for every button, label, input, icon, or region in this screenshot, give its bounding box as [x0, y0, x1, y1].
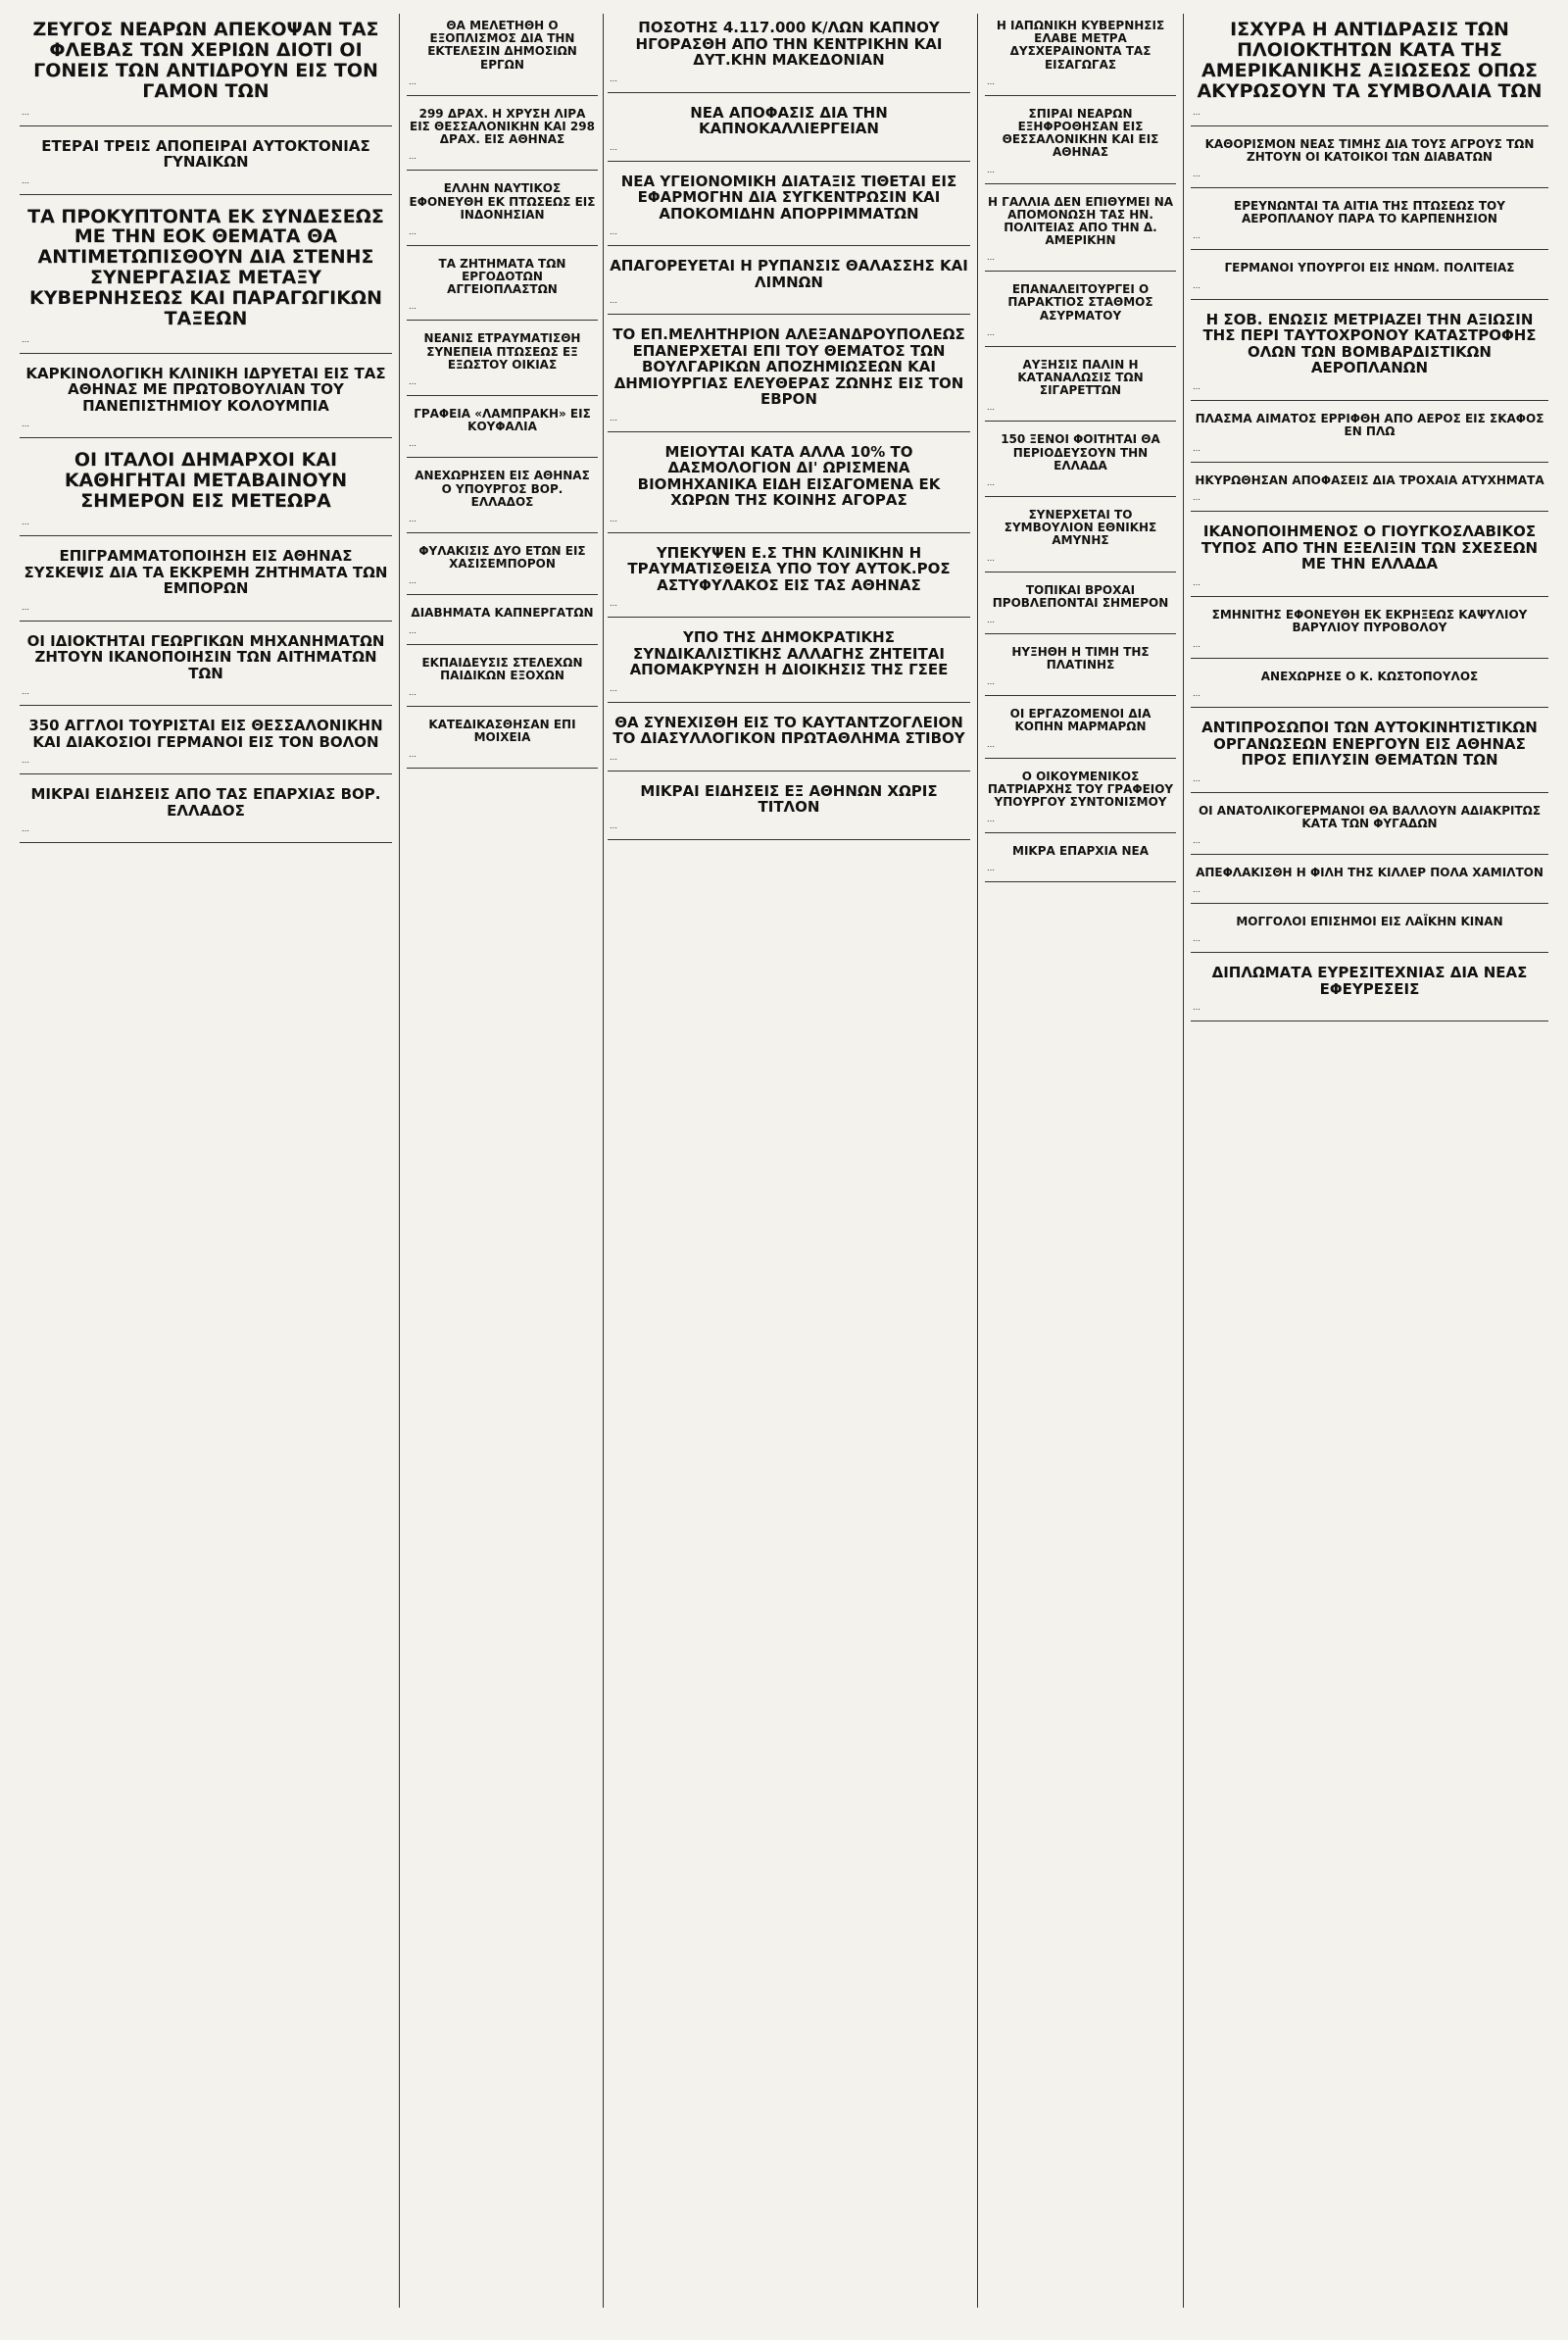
article-headline: ΤΟΠΙΚΑΙ ΒΡΟΧΑΙ ΠΡΟΒΛΕΠΟΝΤΑΙ ΣΗΜΕΡΟΝ — [992, 582, 1169, 610]
article — [20, 14, 392, 126]
article-body: … — [22, 175, 29, 185]
article — [407, 14, 598, 96]
article — [1191, 959, 1548, 1021]
article-headline: ΑΝΤΙΠΡΟΣΩΠΟΙ ΤΩΝ ΑΥΤΟΚΙΝΗΤΙΣΤΙΚΩΝ ΟΡΓΑΝΩΣΕΩΝ ΕΝΕΡΓΟΥΝ ΕΙΣ ΑΘΗΝΑΣ ΠΡΟΣ ΕΠΙΛΥΣΙΝ ΘΕΜΑΤΩΝ ΤΩΝ — [1201, 719, 1538, 770]
article-headline: ΣΜΗΝΙΤΗΣ ΕΦΟΝΕΥΘΗ ΕΚ ΕΚΡΗΞΕΩΣ ΚΑΨΥΛΙΟΥ ΒΑΡΥΛΙΟΥ ΠΥΡΟΒΟΛΟΥ — [1211, 607, 1528, 634]
article — [608, 252, 970, 315]
column-1 — [20, 14, 392, 849]
article-headline: ΝΕΑ ΑΠΟΦΑΣΙΣ ΔΙΑ ΤΗΝ ΚΑΠΝΟΚΑΛΛΙΕΡΓΕΙΑΝ — [690, 103, 888, 137]
article — [407, 464, 598, 533]
article-body: … — [409, 377, 416, 386]
article-headline: ΑΠΑΓΟΡΕΥΕΤΑΙ Η ΡΥΠΑΝΣΙΣ ΘΑΛΑΣΣΗΣ ΚΑΙ ΛΙΜΝΩΝ — [610, 257, 968, 291]
article — [1191, 306, 1548, 401]
article-headline: ΕΛΛΗΝ ΝΑΥΤΙΚΟΣ ΕΦΟΝΕΥΘΗ ΕΚ ΠΤΩΣΕΩΣ ΕΙΣ ΙΝΔΟΝΗΣΙΑΝ — [409, 181, 596, 222]
article — [20, 132, 392, 195]
column-rule — [1183, 14, 1184, 2308]
article — [1191, 132, 1548, 188]
article-headline: ΜΙΚΡΑΙ ΕΙΔΗΣΕΙΣ ΕΞ ΑΘΗΝΩΝ ΧΩΡΙΣ ΤΙΤΛΟΝ — [640, 781, 938, 816]
article — [608, 168, 970, 247]
article — [407, 713, 598, 769]
article-headline: ΕΠΑΝΑΛΕΙΤΟΥΡΓΕΙ Ο ΠΑΡΑΚΤΙΟΣ ΣΤΑΘΜΟΣ ΑΣΥΡΜΑΤΟΥ — [1007, 282, 1153, 323]
article-body: … — [22, 107, 29, 117]
article-body: … — [610, 142, 617, 152]
article — [20, 542, 392, 622]
article — [20, 444, 392, 536]
article-body: … — [610, 227, 617, 236]
article — [1191, 14, 1548, 126]
article — [608, 777, 970, 840]
article-headline: ΜΕΙΟΥΤΑΙ ΚΑΤΑ ΑΛΛΑ 10% ΤΟ ΔΑΣΜΟΛΟΓΙΟΝ ΔΙ' ΩΡΙΣΜΕΝΑ ΒΙΟΜΗΧΑΝΙΚΑ ΕΙΔΗ ΕΙΣΑΓΟΜΕΝΑ ΕΚ ΧΩΡΩΝ ΤΗΣ ΚΟΙΝΗΣ ΑΓΟΡΑΣ — [637, 442, 941, 509]
article-body: … — [1193, 885, 1200, 895]
article-headline: ΓΕΡΜΑΝΟΙ ΥΠΟΥΡΓΟΙ ΕΙΣ ΗΝΩΜ. ΠΟΛΙΤΕΙΑΣ — [1224, 261, 1515, 275]
article — [608, 99, 970, 162]
article-body: … — [409, 226, 416, 236]
article-headline: ΗΚΥΡΩΘΗΣΑΝ ΑΠΟΦΑΣΕΙΣ ΔΙΑ ΤΡΟΧΑΙΑ ΑΤΥΧΗΜΑΤΑ — [1195, 473, 1544, 487]
article — [1191, 910, 1548, 953]
article-headline: ΕΡΕΥΝΩΝΤΑΙ ΤΑ ΑΙΤΙΑ ΤΗΣ ΠΤΩΣΕΩΣ ΤΟΥ ΑΕΡΟΠΛΑΝΟΥ ΠΑΡΑ ΤΟ ΚΑΡΠΕΝΗΣΙΟΝ — [1234, 198, 1505, 226]
article-headline: ΕΚΠΑΙΔΕΥΣΙΣ ΣΤΕΛΕΧΩΝ ΠΑΙΔΙΚΩΝ ΕΞΟΧΩΝ — [421, 655, 583, 682]
article-body: … — [987, 253, 995, 263]
article-headline: ΑΝΕΧΩΡΗΣΕΝ ΕΙΣ ΑΘΗΝΑΣ Ο ΥΠΟΥΡΓΟΣ ΒΟΡ. ΕΛΛΑΔΟΣ — [415, 469, 590, 509]
article-headline: ΖΕΥΓΟΣ ΝΕΑΡΩΝ ΑΠΕΚΟΨΑΝ ΤΑΣ ΦΛΕΒΑΣ ΤΩΝ ΧΕΡΙΩΝ ΔΙΟΤΙ ΟΙ ΓΟΝΕΙΣ ΤΩΝ ΑΝΤΙΔΡΟΥΝ ΕΙΣ ΤΟΝ ΓΑΜΟΝ ΤΩΝ — [32, 19, 379, 102]
article-headline: ΥΠΟ ΤΗΣ ΔΗΜΟΚΡΑΤΙΚΗΣ ΣΥΝΔΙΚΑΛΙΣΤΙΚΗΣ ΑΛΛΑΓΗΣ ΖΗΤΕΙΤΑΙ ΑΠΟΜΑΚΡΥΝΣΗ Η ΔΙΟΙΚΗΣΙΣ ΤΗΣ ΓΣΕΕ — [629, 628, 949, 678]
article-body: … — [610, 296, 617, 305]
article — [1191, 714, 1548, 793]
column-3 — [608, 14, 970, 846]
column-rule — [399, 14, 400, 2308]
article-headline: ΚΑΘΟΡΙΣΜΟΝ ΝΕΑΣ ΤΙΜΗΣ ΔΙΑ ΤΟΥΣ ΑΓΡΟΥΣ ΤΩΝ ΖΗΤΟΥΝ ΟΙ ΚΑΤΟΙΚΟΙ ΤΩΝ ΔΙΑΒΑΤΩΝ — [1204, 136, 1535, 164]
article-body: … — [987, 615, 995, 624]
article — [985, 14, 1176, 96]
article-body: … — [409, 76, 416, 86]
article-headline: Ο ΟΙΚΟΥΜΕΝΙΚΟΣ ΠΑΤΡΙΑΡΧΗΣ ΤΟΥ ΓΡΑΦΕΙΟΥ ΥΠΟΥΡΓΟΥ ΣΥΝΤΟΝΙΣΜΟΥ — [987, 769, 1174, 809]
column-4 — [985, 14, 1176, 888]
article-headline: ΠΟΣΟΤΗΣ 4.117.000 Κ/ΛΩΝ ΚΑΠΝΟΥ ΗΓΟΡΑΣΘΗ ΑΠΟ ΤΗΝ ΚΕΝΤΡΙΚΗΝ ΚΑΙ ΔΥΤ.ΚΗΝ ΜΑΚΕΔΟΝΙΑΝ — [635, 19, 943, 69]
article-body: … — [1193, 169, 1200, 178]
article-headline: ΑΝΕΧΩΡΗΣΕ Ο Κ. ΚΩΣΤΟΠΟΥΛΟΣ — [1260, 669, 1479, 683]
article-body: … — [1193, 493, 1200, 503]
article-headline: ΜΙΚΡΑΙ ΕΙΔΗΣΕΙΣ ΑΠΟ ΤΑΣ ΕΠΑΡΧΙΑΣ ΒΟΡ. ΕΛΛΑΔΟΣ — [30, 785, 381, 820]
article-headline: ΚΑΤΕΔΙΚΑΣΘΗΣΑΝ ΕΠΙ ΜΟΙΧΕΙΑ — [428, 717, 576, 745]
article — [608, 539, 970, 619]
article — [407, 326, 598, 396]
newspaper-page — [20, 14, 1548, 2308]
article-headline: ΔΙΠΛΩΜΑΤΑ ΕΥΡΕΣΙΤΕΧΝΙΑΣ ΔΙΑ ΝΕΑΣ ΕΦΕΥΡΕΣΕΙΣ — [1211, 964, 1528, 998]
article-body: … — [409, 687, 416, 697]
article-headline: 150 ΞΕΝΟΙ ΦΟΙΤΗΤΑΙ ΘΑ ΠΕΡΙΟΔΕΥΣΟΥΝ ΤΗΝ ΕΛΛΑΔΑ — [1001, 432, 1160, 473]
article — [608, 321, 970, 432]
article-body: … — [409, 750, 416, 760]
article-headline: ΤΑ ΖΗΤΗΜΑΤΑ ΤΩΝ ΕΡΓΟΔΟΤΩΝ ΑΓΓΕΙΟΠΛΑΣΤΩΝ — [438, 256, 566, 297]
article-body: … — [22, 420, 29, 429]
article-body: … — [610, 74, 617, 83]
article-body: … — [409, 152, 416, 162]
article-headline: ΟΙ ΕΡΓΑΖΟΜΕΝΟΙ ΔΙΑ ΚΟΠΗΝ ΜΑΡΜΑΡΩΝ — [1009, 707, 1152, 734]
article — [1191, 256, 1548, 299]
article-headline: ΟΙ ΙΔΙΟΚΤΗΤΑΙ ΓΕΩΡΓΙΚΩΝ ΜΗΧΑΝΗΜΑΤΩΝ ΖΗΤΟΥΝ ΙΚΑΝΟΠΟΙΗΣΙΝ ΤΩΝ ΑΙΤΗΜΑΤΩΝ ΤΩΝ — [26, 631, 385, 682]
article — [20, 201, 392, 354]
article — [1191, 518, 1548, 597]
article-headline: ΔΙΑΒΗΜΑΤΑ ΚΑΠΝΕΡΓΑΤΩΝ — [411, 606, 594, 621]
article-body: … — [1193, 1003, 1200, 1013]
article — [1191, 665, 1548, 708]
article-body: … — [22, 756, 29, 766]
column-rule — [603, 14, 604, 2308]
article — [608, 709, 970, 772]
article-headline: ΤΟ ΕΠ.ΜΕΛΗΤΗΡΙΟΝ ΑΛΕΞΑΝΔΡΟΥΠΟΛΕΩΣ ΕΠΑΝΕΡΧΕΤΑΙ ΕΠΙ ΤΟΥ ΘΕΜΑΤΟΣ ΤΩΝ ΒΟΥΛΓΑΡΙΚΩΝ ΑΠΟΖΗΜΙΩΣΕΩΝ ΚΑΙ ΔΗΜΙΟΥΡΓΙΑΣ ΕΛΕΥΘΕΡΑΣ ΖΩΝΗΣ ΕΙΣ ΤΟΝ ΕΒΡΟΝ — [612, 325, 965, 408]
article — [1191, 799, 1548, 855]
article — [1191, 407, 1548, 463]
article-body: … — [1193, 231, 1200, 241]
article-body: … — [610, 752, 617, 762]
article-headline: ΝΕΑΝΙΣ ΕΤΡΑΥΜΑΤΙΣΘΗ ΣΥΝΕΠΕΙΑ ΠΤΩΣΕΩΣ ΕΞ ΕΞΩΣΤΟΥ ΟΙΚΙΑΣ — [423, 331, 581, 372]
article-body: … — [987, 739, 995, 749]
article-body: … — [1193, 577, 1200, 587]
article-headline: 350 ΑΓΓΛΟΙ ΤΟΥΡΙΣΤΑΙ ΕΙΣ ΘΕΣΣΑΛΟΝΙΚΗΝ ΚΑΙ ΔΙΑΚΟΣΙΟΙ ΓΕΡΜΑΝΟΙ ΕΙΣ ΤΟΝ ΒΟΛΟΝ — [28, 717, 383, 751]
article-headline: ΕΠΙΓΡΑΜΜΑΤΟΠΟΙΗΣΗ ΕΙΣ ΑΘΗΝΑΣ ΣΥΣΚΕΨΙΣ ΔΙΑ ΤΑ ΕΚΚΡΕΜΗ ΖΗΤΗΜΑΤΑ ΤΩΝ ΕΜΠΟΡΩΝ — [24, 547, 388, 598]
article-body: … — [409, 439, 416, 449]
article-body: … — [610, 599, 617, 608]
article-body: … — [1193, 639, 1200, 649]
article-body: … — [987, 815, 995, 824]
article-body: … — [22, 687, 29, 697]
article-headline: ΜΟΓΓΟΛΟΙ ΕΠΙΣΗΜΟΙ ΕΙΣ ΛΑΪΚΗΝ ΚΙΝΑΝ — [1236, 915, 1503, 929]
article — [985, 640, 1176, 696]
article — [1191, 603, 1548, 659]
article-body: … — [610, 413, 617, 423]
article-body: … — [22, 518, 29, 527]
article — [985, 190, 1176, 273]
article-headline: ΝΕΑ ΥΓΕΙΟΝΟΜΙΚΗ ΔΙΑΤΑΞΙΣ ΤΙΘΕΤΑΙ ΕΙΣ ΕΦΑΡΜΟΓΗΝ ΔΙΑ ΣΥΓΚΕΝΤΡΩΣΙΝ ΚΑΙ ΑΠΟΚΟΜΙΔΗΝ ΑΠΟΡΡΙΜΜΑΤΩΝ — [620, 172, 957, 223]
article-body: … — [1193, 107, 1200, 117]
article-headline: ΕΤΕΡΑΙ ΤΡΕΙΣ ΑΠΟΠΕΙΡΑΙ ΑΥΤΟΚΤΟΝΙΑΣ ΓΥΝΑΙΚΩΝ — [41, 136, 370, 172]
article — [985, 277, 1176, 347]
article — [407, 252, 598, 322]
article — [20, 627, 392, 707]
article-headline: ΙΚΑΝΟΠΟΙΗΜΕΝΟΣ Ο ΓΙΟΥΓΚΟΣΛΑΒΙΚΟΣ ΤΥΠΟΣ ΑΠΟ ΤΗΝ ΕΞΕΛΙΞΙΝ ΤΩΝ ΣΧΕΣΕΩΝ ΜΕ ΤΗΝ ΕΛΛΑΔΑ — [1200, 523, 1539, 573]
article — [407, 651, 598, 707]
article-body: … — [1193, 836, 1200, 845]
article-headline: ΠΛΑΣΜΑ ΑΙΜΑΤΟΣ ΕΡΡΙΦΘΗ ΑΠΟ ΑΕΡΟΣ ΕΙΣ ΣΚΑΦΟΣ ΕΝ ΠΛΩ — [1195, 411, 1544, 438]
article — [407, 402, 598, 458]
article — [985, 353, 1176, 423]
article-body: … — [610, 821, 617, 830]
article-body: … — [987, 403, 995, 413]
article-body: … — [987, 76, 995, 86]
article-headline: ΓΡΑΦΕΙΑ «ΛΑΜΠΡΑΚΗ» ΕΙΣ ΚΟΥΦΑΛΙΑ — [414, 407, 591, 434]
article — [1191, 194, 1548, 250]
article-body: … — [1193, 773, 1200, 783]
article-body: … — [1193, 689, 1200, 699]
column-rule — [977, 14, 978, 2308]
article — [985, 427, 1176, 497]
article-body: … — [987, 165, 995, 174]
article-headline: ΟΙ ΑΝΑΤΟΛΙΚΟΓΕΡΜΑΝΟΙ ΘΑ ΒΑΛΛΟΥΝ ΑΔΙΑΚΡΙΤΩΣ ΚΑΤΑ ΤΩΝ ΦΥΓΑΔΩΝ — [1198, 803, 1542, 830]
article — [20, 712, 392, 774]
article-headline: ΟΙ ΙΤΑΛΟΙ ΔΗΜΑΡΧΟΙ ΚΑΙ ΚΑΘΗΓΗΤΑΙ ΜΕΤΑΒΑΙΝΟΥΝ ΣΗΜΕΡΟΝ ΕΙΣ ΜΕΤΕΩΡΑ — [64, 449, 348, 513]
article — [20, 780, 392, 843]
article-body: … — [409, 576, 416, 586]
article — [985, 578, 1176, 634]
article — [985, 702, 1176, 758]
article-body: … — [987, 864, 995, 873]
article-headline: ΘΑ ΣΥΝΕΧΙΣΘΗ ΕΙΣ ΤΟ ΚΑΥΤΑΝΤΖΟΓΛΕΙΟΝ ΤΟ ΔΙΑΣΥΛΛΟΓΙΚΟΝ ΠΡΩΤΑΘΛΗΜΑ ΣΤΙΒΟΥ — [612, 713, 965, 747]
article-body: … — [409, 625, 416, 635]
article-headline: ΥΠΕΚΥΨΕΝ Ε.Σ ΤΗΝ ΚΛΙΝΙΚΗΝ Η ΤΡΑΥΜΑΤΙΣΘΕΙΣΑ ΥΠΟ ΤΟΥ ΑΥΤΟΚ.ΡΟΣ ΑΣΤΥΦΥΛΑΚΟΣ ΕΙΣ ΤΑΣ ΑΘΗΝΑΣ — [627, 543, 951, 594]
article-body: … — [22, 824, 29, 834]
article-body: … — [987, 553, 995, 563]
article — [407, 102, 598, 172]
article — [20, 360, 392, 439]
article — [608, 438, 970, 533]
article-body: … — [1193, 381, 1200, 391]
article-body: … — [987, 327, 995, 337]
article — [985, 503, 1176, 573]
article — [608, 14, 970, 93]
article-headline: Η ΓΑΛΛΙΑ ΔΕΝ ΕΠΙΘΥΜΕΙ ΝΑ ΑΠΟΜΟΝΩΣΗ ΤΑΣ ΗΝ. ΠΟΛΙΤΕΙΑΣ ΑΠΟ ΤΗΝ Δ. ΑΜΕΡΙΚΗΝ — [987, 194, 1174, 248]
article-body: … — [610, 514, 617, 523]
article-headline: ΚΑΡΚΙΝΟΛΟΓΙΚΗ ΚΛΙΝΙΚΗ ΙΔΡΥΕΤΑΙ ΕΙΣ ΤΑΣ ΑΘΗΝΑΣ ΜΕ ΠΡΩΤΟΒΟΥΛΙΑΝ ΤΟΥ ΠΑΝΕΠΙΣΤΗΜΙΟΥ ΚΟΛΟΥΜΠΙΑ — [25, 364, 386, 415]
article-headline: ΑΠΕΦΛΑΚΙΣΘΗ Η ΦΙΛΗ ΤΗΣ ΚΙΛΛΕΡ ΠΟΛΑ ΧΑΜΙΛΤΟΝ — [1196, 866, 1544, 879]
column-5 — [1191, 14, 1548, 1027]
article-headline: ΣΥΝΕΡΧΕΤΑΙ ΤΟ ΣΥΜΒΟΥΛΙΟΝ ΕΘΝΙΚΗΣ ΑΜΥΝΗΣ — [1004, 507, 1157, 548]
article-headline: Η ΙΑΠΩΝΙΚΗ ΚΥΒΕΡΝΗΣΙΣ ΕΛΑΒΕ ΜΕΤΡΑ ΔΥΣΧΕΡΑΙΝΟΝΤΑ ΤΑΣ ΕΙΣΑΓΩΓΑΣ — [996, 19, 1165, 72]
article-body: … — [409, 302, 416, 312]
article — [985, 765, 1176, 834]
article — [1191, 861, 1548, 904]
article-body: … — [987, 477, 995, 487]
article-headline: ΘΑ ΜΕΛΕΤΗΘΗ Ο ΕΞΟΠΛΙΣΜΟΣ ΔΙΑ ΤΗΝ ΕΚΤΕΛΕΣΙΝ ΔΗΜΟΣΙΩΝ ΕΡΓΩΝ — [427, 19, 577, 72]
article-body: … — [1193, 443, 1200, 453]
article — [985, 839, 1176, 882]
article-headline: ΜΙΚΡΑ ΕΠΑΡΧΙΑ ΝΕΑ — [1012, 844, 1149, 859]
article — [1191, 469, 1548, 512]
article-headline: ΙΣΧΥΡΑ Η ΑΝΤΙΔΡΑΣΙΣ ΤΩΝ ΠΛΟΙΟΚΤΗΤΩΝ ΚΑΤΑ ΤΗΣ ΑΜΕΡΙΚΑΝΙΚΗΣ ΑΞΙΩΣΕΩΣ ΟΠΩΣ ΑΚΥΡΩΣΟΥΝ ΤΑ ΣΥΜΒΟΛΑΙΑ ΤΩΝ — [1197, 19, 1543, 102]
article-headline: ΦΥΛΑΚΙΣΙΣ ΔΥΟ ΕΤΩΝ ΕΙΣ ΧΑΣΙΣΕΜΠΟΡΟΝ — [418, 543, 586, 572]
article-body: … — [409, 514, 416, 523]
article-body: … — [22, 602, 29, 612]
article — [407, 176, 598, 246]
article-body: … — [1193, 934, 1200, 944]
article-headline: 299 ΔΡΑΧ. Η ΧΡΥΣΗ ΛΙΡΑ ΕΙΣ ΘΕΣΣΑΛΟΝΙΚΗΝ ΚΑΙ 298 ΔΡΑΧ. ΕΙΣ ΑΘΗΝΑΣ — [410, 106, 595, 147]
article-headline: Η ΣΟΒ. ΕΝΩΣΙΣ ΜΕΤΡΙΑΖΕΙ ΤΗΝ ΑΞΙΩΣΙΝ ΤΗΣ ΠΕΡΙ ΤΑΥΤΟΧΡΟΝΟΥ ΚΑΤΑΣΤΡΟΦΗΣ ΟΛΩΝ ΤΩΝ ΒΟΜΒΑΡΔΙΣΤΙΚΩΝ ΑΕΡΟΠΛΑΝΩΝ — [1202, 310, 1537, 376]
article — [407, 601, 598, 644]
article-headline: ΣΠΙΡΑΙ ΝΕΑΡΩΝ ΕΞΗΦΡΟΘΗΣΑΝ ΕΙΣ ΘΕΣΣΑΛΟΝΙΚΗΝ ΚΑΙ ΕΙΣ ΑΘΗΝΑΣ — [1002, 106, 1159, 160]
column-2 — [407, 14, 598, 774]
article — [985, 102, 1176, 184]
article-body: … — [1193, 280, 1200, 290]
article-headline: ΑΥΞΗΣΙΣ ΠΑΛΙΝ Η ΚΑΤΑΝΑΛΩΣΙΣ ΤΩΝ ΣΙΓΑΡΕΤΤΩΝ — [1017, 357, 1144, 398]
article — [608, 623, 970, 703]
article-headline: ΤΑ ΠΡΟΚΥΠΤΟΝΤΑ ΕΚ ΣΥΝΔΕΣΕΩΣ ΜΕ ΤΗΝ ΕΟΚ ΘΕΜΑΤΑ ΘΑ ΑΝΤΙΜΕΤΩΠΙΣΘΟΥΝ ΔΙΑ ΣΤΕΝΗΣ ΣΥΝΕΡΓΑΣΙΑΣ ΜΕΤΑΞΥ ΚΥΒΕΡΝΗΣΕΩΣ ΚΑΙ ΠΑΡΑΓΩΓΙΚΩΝ ΤΑΞΕΩΝ — [27, 205, 384, 330]
article-body: … — [987, 677, 995, 687]
article-headline: ΗΥΞΗΘΗ Η ΤΙΜΗ ΤΗΣ ΠΛΑΤΙΝΗΣ — [1011, 644, 1150, 672]
article-body: … — [22, 334, 29, 344]
article — [407, 539, 598, 595]
article-body: … — [610, 683, 617, 693]
